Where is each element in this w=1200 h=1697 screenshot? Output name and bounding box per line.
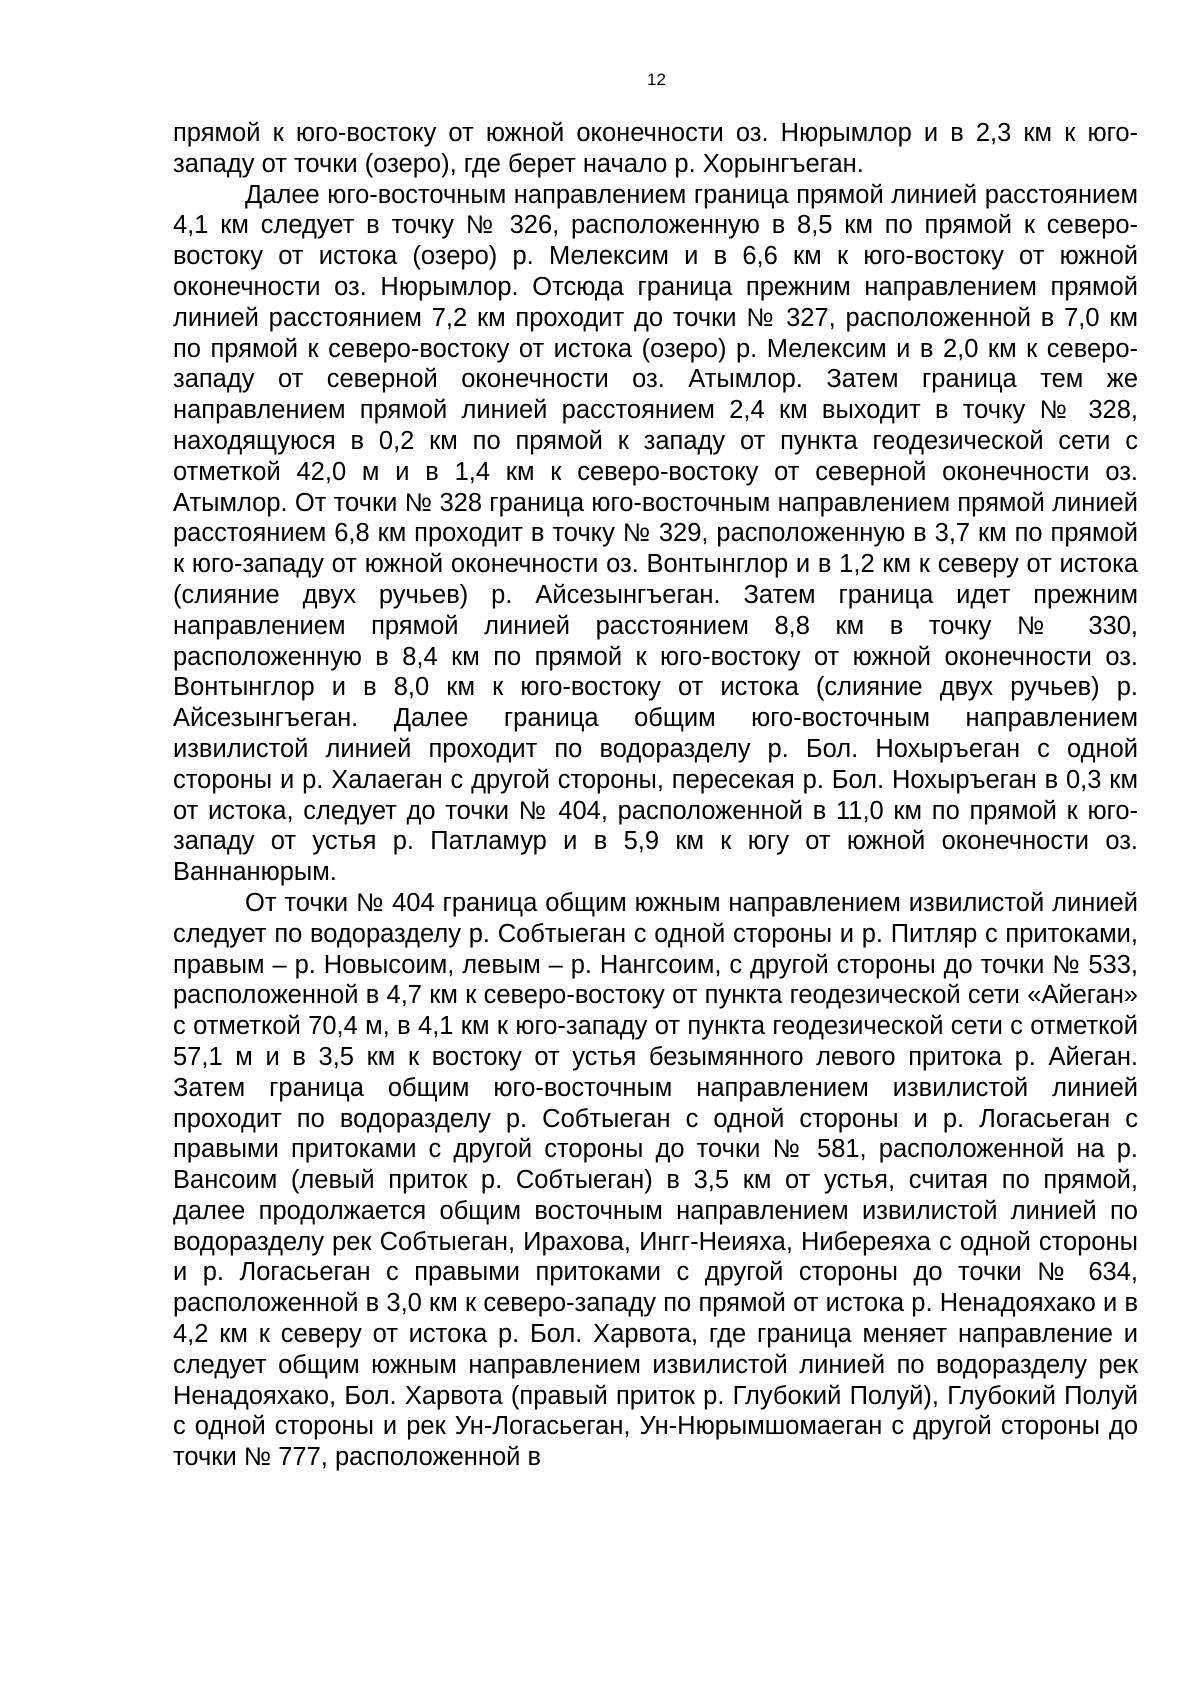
paragraph-boundary-points-404-777: От точки № 404 граница общим южным направлением извилистой линией следует по водоразделу р. Собтыеган с одной стороны и р. Питляр с притоками, правым – р. Новысоим, левым – р. Нангсоим, с другой стороны до точки № 533, расположенной в 4,7 км к северо-востоку от пункта геодезической сети «Айеган» с отметкой 70,4 м, в 4,1 км к юго-западу от пункта геодезической сети с отметкой 57,1 м и в 3,5 км к востоку от устья безымянного левого притока р. Айеган. Затем граница общим юго-восточным направлением извилистой линией проходит по водоразделу р. Собтыеган с одной стороны и р. Логасьеган с правыми притоками с другой стороны до точки № 581, расположенной на р. Вансоим (левый приток р. Собтыеган) в 3,5 км от устья, считая по прямой, далее продолжается общим восточным направлением извилистой линией по водоразделу рек Собтыеган, Ирахова, Ингг-Неияха, Нибереяха с одной стороны и р. Логасьеган с правыми притоками с другой стороны до точки № 634, расположенной в 3,0 км к северо-западу по прямой от истока р. Ненадояхако и в 4,2 км к северу от истока р. Бол. Харвота, где граница меняет направление и следует общим южным направлением извилистой линией по водоразделу рек Ненадояхако, Бол. Харвота (правый приток р. Глубокий Полуй), Глубокий Полуй с одной стороны и рек Ун-Логасьеган, Ун-Нюрымшомаеган с другой стороны до точки № 777, расположенной в (173, 888, 1138, 1472)
body-text (173, 118, 1138, 1473)
page-number: 12 (647, 70, 666, 89)
paragraph-continuation: прямой к юго-востоку от южной оконечности оз. Нюрымлор и в 2,3 км к юго-западу от точки (озеро), где берет начало р. Хорынгъеган. (173, 119, 1138, 178)
paragraph-boundary-points-326-404: Далее юго-восточным направлением граница прямой линией расстоянием 4,1 км следует в точку № 326, расположенную в 8,5 км по прямой к северо-востоку от истока (озеро) р. Мелексим и в 6,6 км к юго-востоку от южной оконечности оз. Нюрымлор. Отсюда граница прежним направлением прямой линией расстоянием 7,2 км проходит до точки № 327, расположенной в 7,0 км по прямой к северо-востоку от истока (озеро) р. Мелексим и в 2,0 км к северо-западу от северной оконечности оз. Атымлор. Затем граница тем же направлением прямой линией расстоянием 2,4 км выходит в точку № 328, находящуюся в 0,2 км по прямой к западу от пункта геодезической сети с отметкой 42,0 м и в 1,4 км к северо-востоку от северной оконечности оз. Атымлор. От точки № 328 граница юго-восточным направлением прямой линией расстоянием 6,8 км проходит в точку № 329, расположенную в 3,7 км по прямой к юго-западу от южной оконечности оз. Вонтынглор и в 1,2 км к северу от истока (слияние двух ручьев) р. Айсезынгъеган. Затем граница идет прежним направлением прямой линией расстоянием 8,8 км в точку № 330, расположенную в 8,4 км по прямой к юго-востоку от южной оконечности оз. Вонтынглор и в 8,0 км к юго-востоку от истока (слияние двух ручьев) р. Айсезынгъеган. Далее граница общим юго-восточным направлением извилистой линией проходит по водоразделу р. Бол. Нохыръеган с одной стороны и р. Халаеган с другой стороны, пересекая р. Бол. Нохыръеган в 0,3 км от истока, следует до точки № 404, расположенной в 11,0 км по прямой к юго-западу от устья р. Патламур и в 5,9 км к югу от южной оконечности оз. Ваннанюрым. (173, 180, 1138, 887)
